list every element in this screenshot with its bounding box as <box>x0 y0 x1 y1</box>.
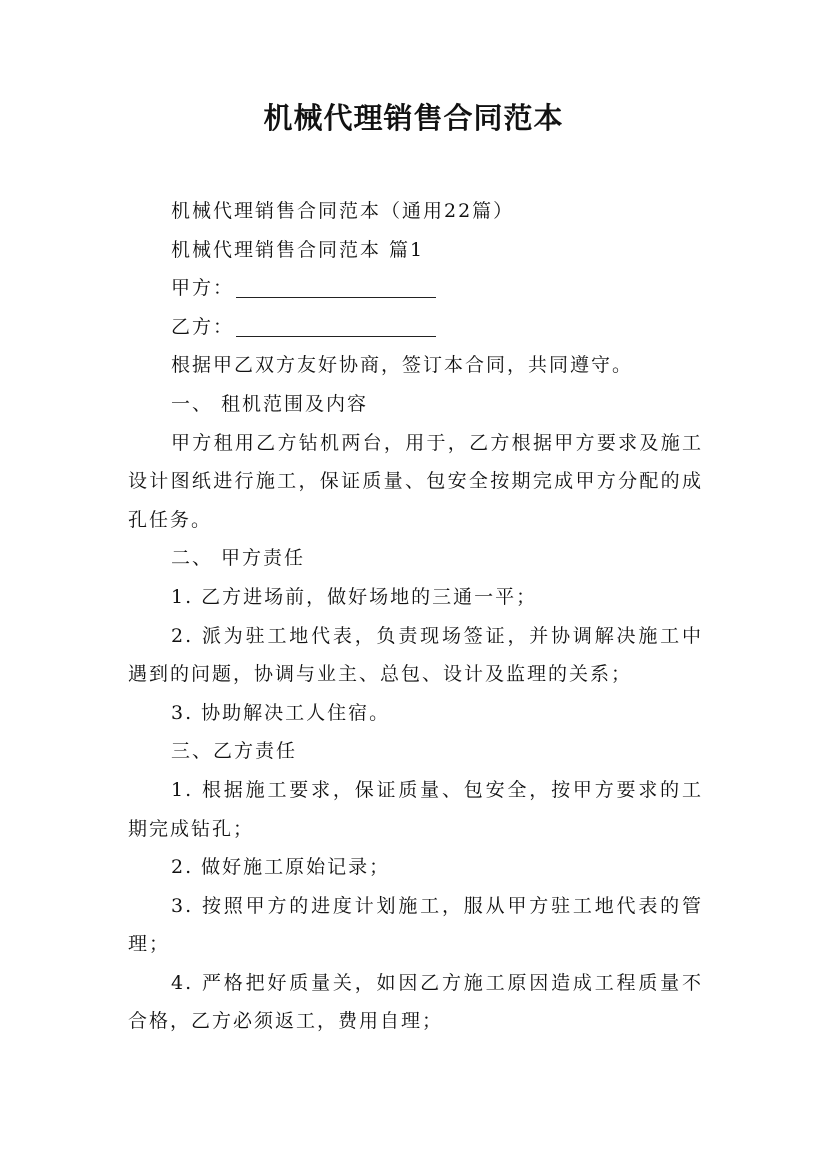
list-item: 4. 严格把好质量关，如因乙方施工原因造成工程质量不合格，乙方必须返工，费用自理； <box>128 971 703 1033</box>
subtitle-paragraph: 机械代理销售合同范本（通用22篇） <box>171 200 515 222</box>
list-item: 2. 派为驻工地代表，负责现场签证，并协调解决施工中遇到的问题，协调与业主、总包、设计及监理的关系； <box>128 624 703 686</box>
body-paragraph: 根据甲乙双方友好协商，签订本合同，共同遵守。 <box>171 354 634 377</box>
clause-heading: 一、 租机范围及内容 <box>171 392 369 415</box>
list-item: 3. 协助解决工人住宿。 <box>171 701 391 724</box>
list-item: 1. 乙方进场前，做好场地的三通一平； <box>171 585 538 608</box>
party-a-label: 甲方： <box>171 277 235 300</box>
party-a-line <box>128 269 703 308</box>
clause-heading: 二、 甲方责任 <box>171 547 306 570</box>
section-heading-paragraph: 机械代理销售合同范本 篇1 <box>171 238 425 261</box>
party-b-line <box>128 308 703 347</box>
list-item: 1. 根据施工要求，保证质量、包安全，按甲方要求的工期完成钻孔； <box>128 778 703 840</box>
list-item: 2. 做好施工原始记录； <box>171 856 391 879</box>
clause-heading: 三、乙方责任 <box>171 740 298 763</box>
party-b-label: 乙方： <box>171 315 235 338</box>
list-item: 3. 按照甲方的进度计划施工，服从甲方驻工地代表的管理； <box>128 894 703 956</box>
document-title: 机械代理销售合同范本 <box>263 101 564 135</box>
party-a-blank <box>236 277 436 298</box>
party-b-blank <box>236 316 436 337</box>
body-paragraph: 甲方租用乙方钻机两台，用于，乙方根据甲方要求及施工设计图纸进行施工，保证质量、包安全按期完成甲方分配的成孔任务。 <box>128 431 703 531</box>
document-body <box>128 192 703 1041</box>
